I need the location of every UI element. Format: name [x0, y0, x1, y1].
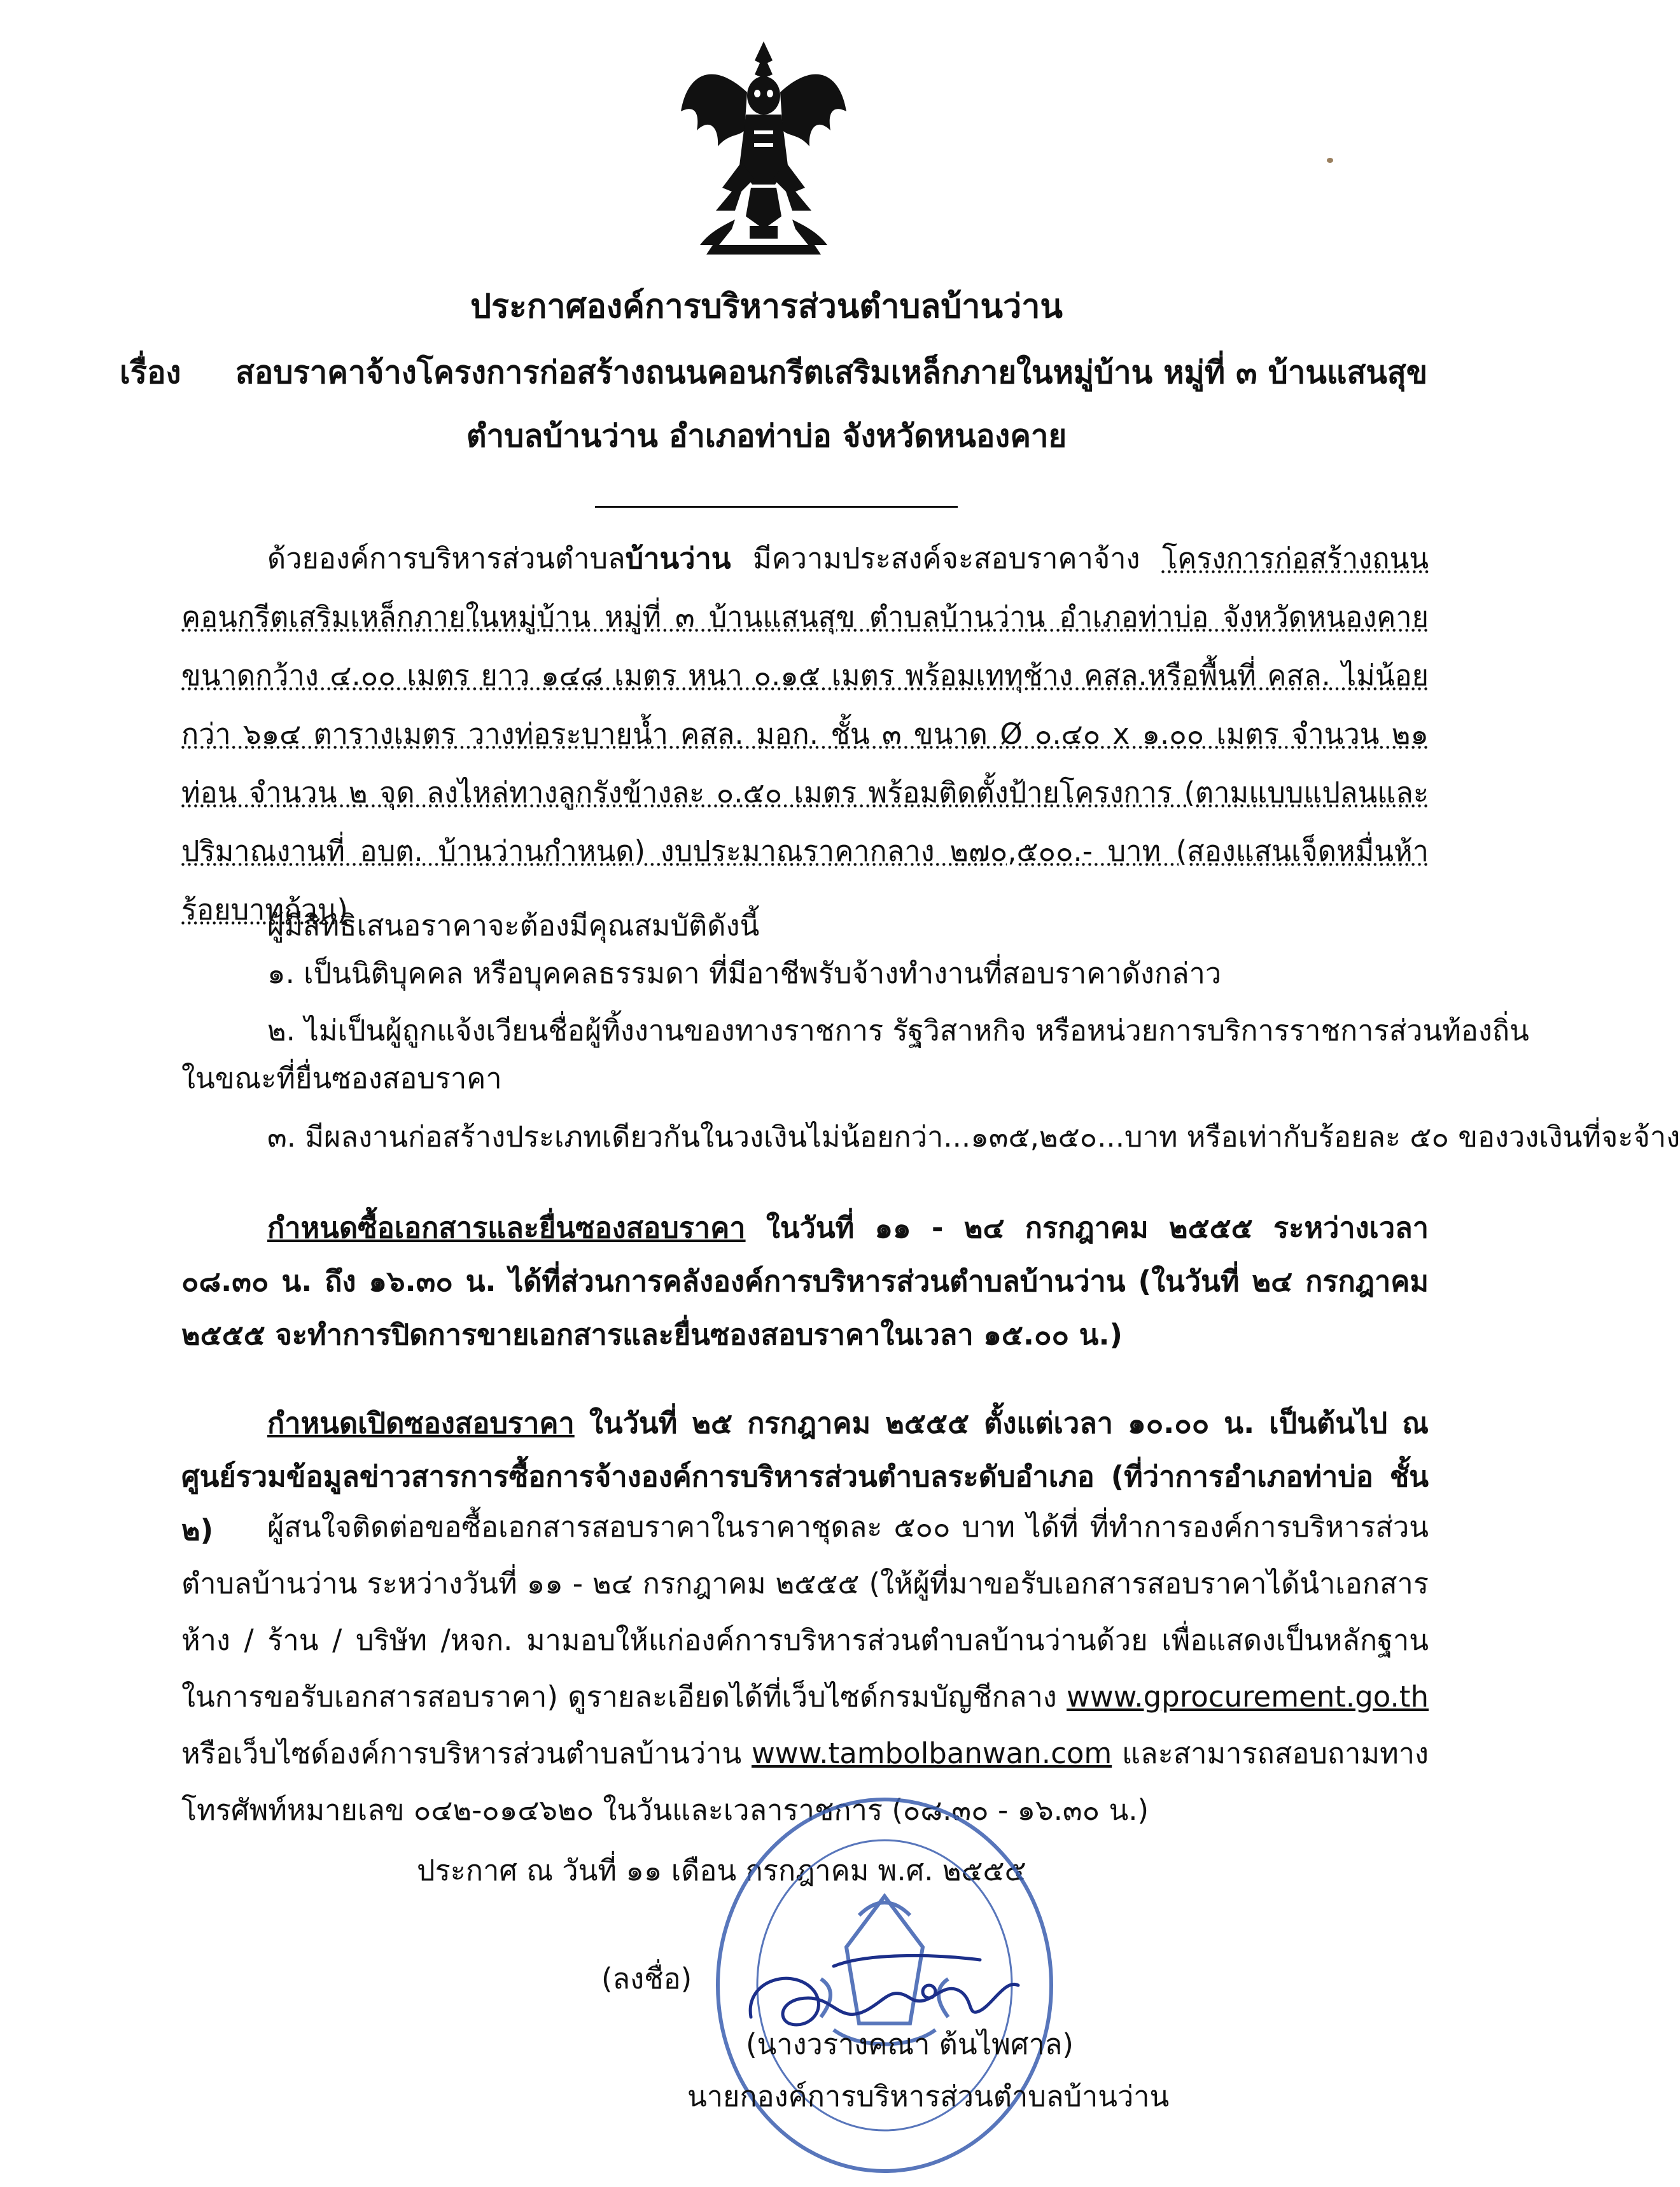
intro-org-name: บ้านว่าน [625, 542, 731, 575]
qualifications-heading: ผู้มีสิทธิเสนอราคาจะต้องมีคุณสมบัติดังนี้ [267, 909, 760, 942]
garuda-emblem-icon [675, 35, 853, 264]
contact-text-3: และสามารถสอบถามทางโทรศัพท์หมายเลข ๐๔๒-๐๑๔๖๒๐ ในวันและเวลาราชการ (๐๘.๓๐ - ๑๖.๓๐ น.) [181, 1736, 1429, 1827]
qualification-item-1: ๑. เป็นนิติบุคคล หรือบุคคลธรรมดา ที่มีอาชีพรับจ้างทำงานที่สอบราคาดังกล่าว [267, 956, 1222, 990]
intro-project-details: โครงการก่อสร้างถนนคอนกรีตเสริมเหล็กภายในหมู่บ้าน หมู่ที่ ๓ บ้านแสนสุข ตำบลบ้านว่าน อำเภอท่าบ่อ จังหวัดหนองคาย ขนาดกว้าง ๔.๐๐ เมตร ยาว ๑๔๘ เมตร หนา ๐.๑๕ เมตร พร้อมเททุช้าง คสล.หรือพื้นที่ คสล. ไม่น้อยกว่า ๖๑๔ ตารางเมตร วางท่อระบายน้ำ คสล. มอก. ชั้น ๓ ขนาด Ø ๐.๔๐ x ๑.๐๐ เมตร จำนวน ๒๑ ท่อน จำนวน ๒ จุด ลงไหล่ทางลูกรังข้างละ ๐.๕๐ เมตร พร้อมติดตั้งป้ายโครงการ (ตามแบบแปลนและปริมาณงานที่ อบต. บ้านว่านกำหนด) งบประมาณราคากลาง ๒๗๐,๕๐๐.- บาท (สองแสนเจ็ดหมื่นห้าร้อยบาทถ้วน) [181, 542, 1429, 926]
contact-paragraph [181, 1499, 1429, 1838]
intro-paragraph [181, 529, 1429, 939]
subject-line-2: ตำบลบ้านว่าน อำเภอท่าบ่อ จังหวัดหนองคาย [466, 418, 1067, 454]
divider-line [595, 506, 958, 508]
speck-decoration [1327, 158, 1333, 163]
subject-label: เรื่อง [120, 354, 181, 391]
sale-schedule-label: กำหนดซื้อเอกสารและยื่นซองสอบราคา [267, 1211, 746, 1245]
subject-line-1: สอบราคาจ้างโครงการก่อสร้างถนนคอนกรีตเสริมเหล็กภายในหมู่บ้าน หมู่ที่ ๓ บ้านแสนสุข [235, 354, 1428, 391]
signatory-name: (นางวรางคณา ต้นไพศาล) [746, 2027, 1074, 2061]
tambolbanwan-link[interactable]: www.tambolbanwan.com [751, 1736, 1112, 1770]
contact-text-1: ผู้สนใจติดต่อขอซื้อเอกสารสอบราคาในราคาชุดละ ๕๐๐ บาท ได้ที่ ที่ทำการองค์การบริหารส่วนตำบลบ้านว่าน ระหว่างวันที่ ๑๑ - ๒๔ กรกฎาคม ๒๕๕๕ (ให้ผู้ที่มาขอรับเอกสารสอบราคาได้นำเอกสารห้าง / ร้าน / บริษัท /หจก. มามอบให้แก่องค์การบริหารส่วนตำบลบ้านว่านด้วย เพื่อแสดงเป็นหลักฐานในการขอรับเอกสารสอบราคา) ดูรายละเอียดได้ที่เว็บไซด์กรมบัญชีกลาง [181, 1510, 1429, 1714]
sign-label: (ลงชื่อ) [601, 1962, 692, 1995]
contact-text-2: หรือเว็บไซด์องค์การบริหารส่วนตำบลบ้านว่าน [181, 1736, 752, 1770]
gprocurement-link[interactable]: www.gprocurement.go.th [1067, 1680, 1429, 1714]
qualification-item-2: ๒. ไม่เป็นผู้ถูกแจ้งเวียนชื่อผู้ทิ้งงานของทางราชการ รัฐวิสาหกิจ หรือหน่วยการบริการราชการส่วนท้องถิ่น [267, 1014, 1529, 1047]
opening-schedule-text: ในวันที่ ๒๕ กรกฎาคม ๒๕๕๕ ตั้งแต่เวลา ๑๐.๐๐ น. เป็นต้นไป ณ ศูนย์รวมข้อมูลข่าวสารการซื้อการจ้างองค์การบริหารส่วนตำบลระดับอำเภอ (ที่ว่าการอำเภอท่าบ่อ ชั้น ๒) [181, 1406, 1429, 1547]
announce-date: ประกาศ ณ วันที่ ๑๑ เดือน กรกฎาคม พ.ศ. ๒๕๕๕ [417, 1854, 1026, 1887]
intro-text-1: ด้วยองค์การบริหารส่วนตำบล [267, 542, 626, 575]
qualification-item-3: ๓. มีผลงานก่อสร้างประเภทเดียวกันในวงเงินไม่น้อยกว่า...๑๓๕,๒๕๐...บาท หรือเท่ากับร้อยละ ๕๐ ของวงเงินที่จะจ้าง [267, 1120, 1680, 1154]
qualification-item-2-cont: ในขณะที่ยื่นซองสอบราคา [181, 1061, 502, 1095]
announcement-title: ประกาศองค์การบริหารส่วนตำบลบ้านว่าน [470, 288, 1063, 326]
intro-text-2: มีความประสงค์จะสอบราคาจ้าง [731, 542, 1162, 575]
sale-schedule-text: ในวันที่ ๑๑ - ๒๔ กรกฎาคม ๒๕๕๕ ระหว่างเวลา ๐๘.๓๐ น. ถึง ๑๖.๓๐ น. ได้ที่ส่วนการคลังองค์การบริหารส่วนตำบลบ้านว่าน (ในวันที่ ๒๔ กรกฎาคม ๒๕๕๕ จะทำการปิดการขายเอกสารและยื่นซองสอบราคาในเวลา ๑๕.๐๐ น.) [181, 1211, 1429, 1352]
signatory-position: นายกองค์การบริหารส่วนตำบลบ้านว่าน [687, 2079, 1170, 2113]
opening-schedule-label: กำหนดเปิดซองสอบราคา [267, 1406, 575, 1440]
sale-schedule-paragraph [181, 1201, 1429, 1362]
